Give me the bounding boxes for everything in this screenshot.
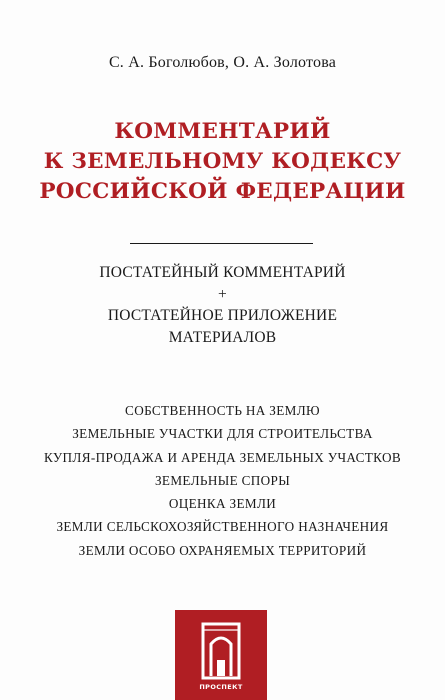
topics-list [0,399,445,562]
title-line: РОССИЙСКОЙ ФЕДЕРАЦИИ [39,179,406,204]
topic-item: ЗЕМЛИ ОСОБО ОХРАНЯЕМЫХ ТЕРРИТОРИЙ [78,542,367,558]
book-title [0,117,445,207]
authors: С. А. Боголюбов, О. А. Золотова [108,54,337,71]
publisher-logo [175,610,267,700]
title-line: К ЗЕМЕЛЬНОМУ КОДЕКСУ [43,149,402,174]
topic-item: СОБСТВЕННОСТЬ НА ЗЕМЛЮ [125,403,320,418]
subtitle-line: ПОСТАТЕЙНЫЙ КОММЕНТАРИЙ [99,264,346,281]
topic-item: ОЦЕНКА ЗЕМЛИ [168,496,277,512]
title-line: КОММЕНТАРИЙ [114,119,331,144]
topic-item: КУПЛЯ-ПРОДАЖА И АРЕНДА ЗЕМЕЛЬНЫХ УЧАСТКОВ [43,449,402,465]
subtitle-line: МАТЕРИАЛОВ [168,328,277,346]
subtitle-line: ПОСТАТЕЙНОЕ ПРИЛОЖЕНИЕ [107,307,338,324]
publisher-name: ПРОСПЕКТ [199,683,243,691]
subtitle-plus: + [218,285,227,303]
topic-item: ЗЕМЕЛЬНЫЕ УЧАСТКИ ДЛЯ СТРОИТЕЛЬСТВА [72,426,373,442]
topic-item: ЗЕМЕЛЬНЫЕ СПОРЫ [154,472,291,488]
divider-line [130,243,313,244]
book-subtitle [0,262,445,348]
topic-item: ЗЕМЛИ СЕЛЬСКОХОЗЯЙСТВЕННОГО НАЗНАЧЕНИЯ [56,519,389,535]
